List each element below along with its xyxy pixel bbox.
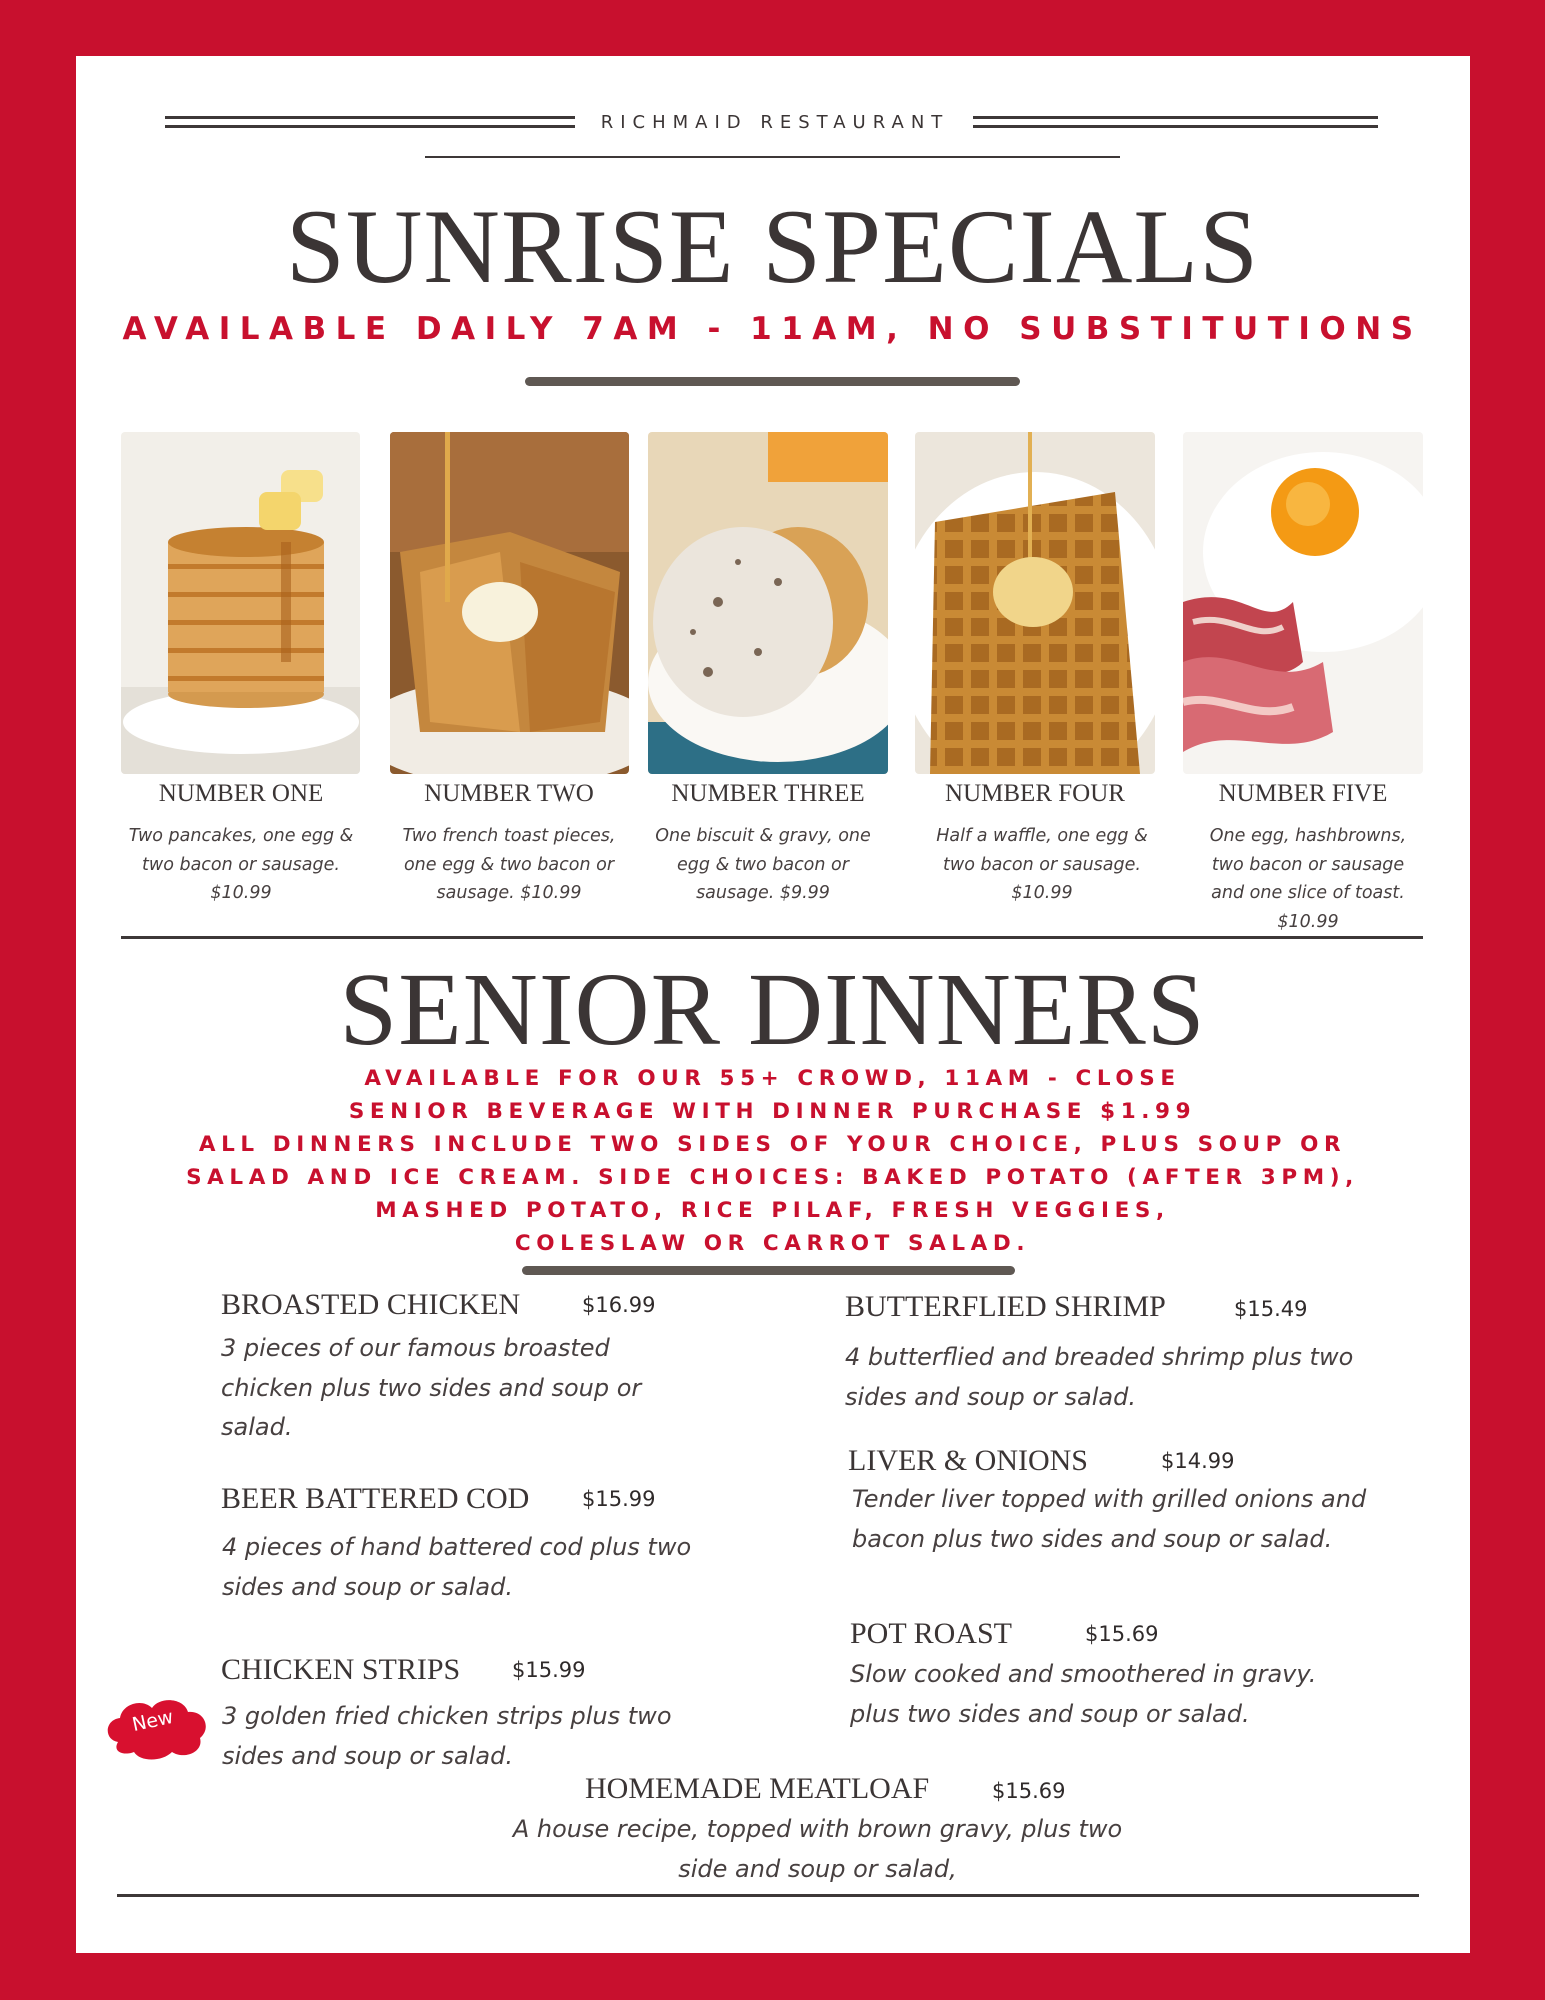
dinner-price: $15.99 — [512, 1658, 586, 1682]
sunrise-item-name: NUMBER TWO — [424, 780, 594, 807]
dinner-desc: Tender liver topped with grilled onions and bacon plus two sides and soup or salad. — [852, 1485, 1367, 1553]
senior-info-line: MASHED POTATO, RICE PILAF, FRESH VEGGIES, — [375, 1198, 1170, 1223]
dinner-name: HOMEMADE MEATLOAF — [585, 1772, 930, 1805]
dinner-desc: 4 butterflied and breaded shrimp plus two sides and soup or salad. — [845, 1343, 1354, 1411]
sunrise-availability: AVAILABLE DAILY 7AM - 11AM, NO SUBSTITUTIONS — [122, 311, 1423, 347]
header-rule-right-bottom — [973, 125, 1378, 128]
dinner-desc: 3 pieces of our famous broasted chicken plus two sides and soup or salad. — [221, 1334, 642, 1441]
senior-info-line: SENIOR BEVERAGE WITH DINNER PURCHASE $1.99 — [348, 1099, 1197, 1124]
dinner-name: POT ROAST — [850, 1617, 1012, 1650]
waffle-photo — [915, 432, 1155, 774]
sunrise-specials-title: SUNRISE SPECIALS — [285, 188, 1260, 305]
dinner-price: $14.99 — [1161, 1449, 1235, 1473]
sunrise-item-name: NUMBER THREE — [671, 780, 865, 807]
header-rule-left-bottom — [165, 125, 575, 128]
header-rule-left-top — [165, 116, 575, 119]
dinner-price: $15.69 — [992, 1779, 1066, 1803]
senior-dinners-title: SENIOR DINNERS — [339, 952, 1206, 1067]
dinner-name: BROASTED CHICKEN — [221, 1288, 521, 1321]
senior-info-line: SALAD AND ICE CREAM. SIDE CHOICES: BAKED POTATO (AFTER 3PM), — [186, 1165, 1359, 1190]
dinner-name: BEER BATTERED COD — [221, 1482, 530, 1515]
header-rule-right-top — [973, 116, 1378, 119]
sunrise-item-name: NUMBER FIVE — [1218, 780, 1388, 807]
header-underline — [425, 156, 1120, 158]
senior-dinners-info — [170, 1062, 1375, 1260]
dinner-desc: Slow cooked and smoothered in gravy. plus two sides and soup or salad. — [850, 1660, 1317, 1728]
dinner-price: $16.99 — [582, 1293, 656, 1317]
senior-info-line: ALL DINNERS INCLUDE TWO SIDES OF YOUR CHOICE, PLUS SOUP OR — [198, 1132, 1347, 1157]
sunrise-item-desc: Two french toast pieces, one egg & two bacon or sausage. $10.99 — [402, 826, 616, 903]
pancakes-photo — [121, 432, 360, 774]
dinner-desc: A house recipe, topped with brown gravy, plus two side and soup or salad, — [512, 1815, 1123, 1883]
sunrise-item-desc: Two pancakes, one egg & two bacon or sausage. $10.99 — [128, 826, 354, 903]
new-badge-label: New — [130, 1705, 176, 1737]
dinner-name: CHICKEN STRIPS — [221, 1653, 461, 1686]
dinner-desc: 3 golden fried chicken strips plus two sides and soup or salad. — [222, 1702, 672, 1770]
sunrise-item-desc: Half a waffle, one egg & two bacon or sausage. $10.99 — [936, 826, 1148, 903]
dinner-name: BUTTERFLIED SHRIMP — [845, 1290, 1166, 1323]
restaurant-name: RICHMAID RESTAURANT — [600, 112, 950, 133]
dinner-price: $15.69 — [1085, 1622, 1159, 1646]
sunrise-item-name: NUMBER ONE — [158, 780, 324, 807]
dinner-price: $15.99 — [582, 1487, 656, 1511]
dinner-name: LIVER & ONIONS — [848, 1444, 1088, 1477]
dinner-desc: 4 pieces of hand battered cod plus two sides and soup or salad. — [222, 1533, 692, 1601]
senior-info-line: COLESLAW OR CARROT SALAD. — [514, 1231, 1031, 1256]
egg-bacon-photo — [1183, 432, 1423, 774]
dinner-price: $15.49 — [1234, 1297, 1308, 1321]
section-divider-bar — [522, 1266, 1015, 1275]
section-divider-bar — [525, 377, 1020, 386]
sunrise-item-desc: One biscuit & gravy, one egg & two bacon or sausage. $9.99 — [655, 826, 871, 903]
biscuit-gravy-photo — [648, 432, 888, 774]
sunrise-item-desc: One egg, hashbrowns, two bacon or sausage and one slice of toast. $10.99 — [1209, 826, 1407, 932]
footer-rule — [117, 1894, 1419, 1897]
new-badge — [100, 1690, 216, 1762]
senior-info-line: AVAILABLE FOR OUR 55+ CROWD, 11AM - CLOSE — [364, 1066, 1181, 1091]
french-toast-photo — [390, 432, 629, 774]
section-separator — [121, 936, 1423, 939]
sunrise-item-name: NUMBER FOUR — [945, 780, 1125, 807]
